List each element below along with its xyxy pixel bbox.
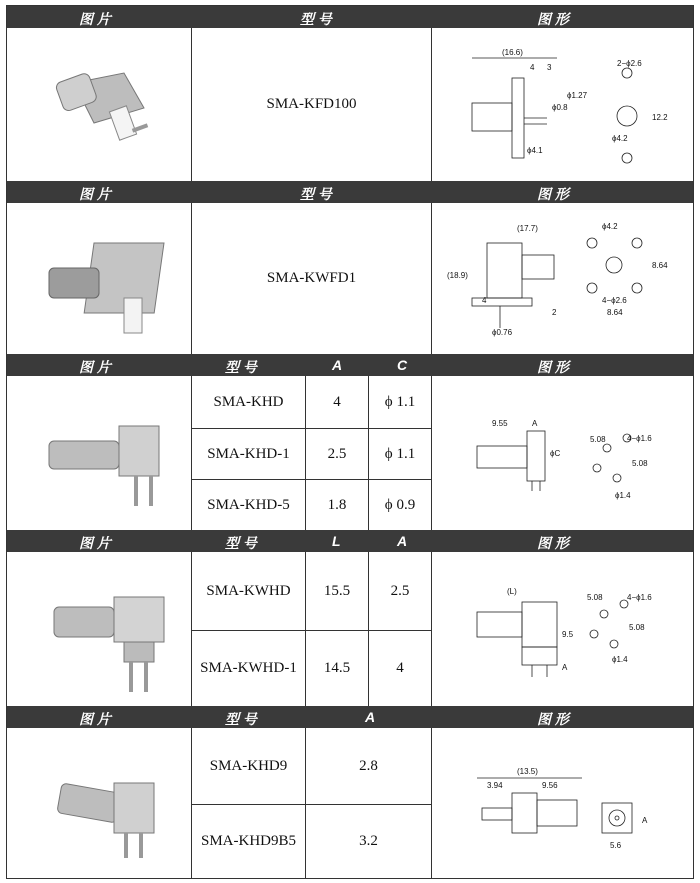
header-c: C: [397, 357, 408, 373]
a-cell: 1.8: [327, 496, 347, 513]
dim-a: A: [532, 419, 538, 428]
model-cell: SMA-KHD9: [209, 757, 288, 774]
dim-width: (17.7): [517, 224, 538, 233]
c-cell: ϕ 0.9: [384, 496, 416, 513]
a-cell: 2.5: [390, 582, 410, 599]
connector-photo: [9, 203, 189, 354]
dim-s2: 8.64: [607, 308, 623, 317]
section-5: [7, 728, 693, 878]
dim-l: (L): [507, 587, 517, 596]
header-row-4: [7, 530, 693, 552]
dim-p1: 5.08: [587, 593, 603, 602]
spec-table: [6, 5, 694, 879]
header-model: 型 号: [225, 359, 257, 375]
model-cell: SMA-KHD: [213, 393, 284, 410]
section-4: [7, 552, 693, 706]
dim-s1: 8.64: [652, 261, 668, 270]
header-picture: 图 片: [79, 11, 111, 27]
section-2: [7, 203, 693, 354]
dim-a: 4: [530, 63, 535, 72]
connector-photo: [9, 552, 189, 706]
model-cell: SMA-KFD100: [266, 96, 357, 112]
header-model: 型 号: [225, 535, 257, 551]
header-picture: 图 片: [79, 711, 111, 727]
dim-height: 12.2: [652, 113, 668, 122]
header-model: 型 号: [300, 11, 332, 27]
dim-p2: 5.08: [632, 459, 648, 468]
dim-holes: 4−ϕ2.6: [602, 296, 627, 305]
model-cell: SMA-KWHD: [206, 582, 291, 599]
dim-a: 3.94: [487, 781, 503, 790]
header-l: L: [332, 533, 341, 549]
a-cell: 4: [333, 393, 341, 410]
header-drawing: 图 形: [537, 535, 569, 551]
header-picture: 图 片: [79, 186, 111, 202]
header-drawing: 图 形: [537, 11, 569, 27]
dim-a: A: [562, 663, 568, 672]
dimension-drawing: [432, 552, 694, 706]
a-cell: 2.5: [327, 445, 347, 462]
header-row-1: [7, 6, 693, 28]
dim-d1: ϕ0.76: [492, 328, 513, 337]
dim-d: ϕ1.4: [615, 491, 631, 500]
dimension-drawing: [432, 28, 694, 181]
model-cell: SMA-KHD9B5: [200, 833, 296, 849]
dimension-drawing: [432, 203, 694, 354]
a-cell: 2.8: [359, 757, 378, 774]
dim-a: 4: [482, 296, 487, 305]
connector-photo: [9, 28, 189, 181]
model-cell: SMA-KHD-5: [207, 496, 290, 513]
model-cell: SMA-KWHD-1: [200, 660, 297, 676]
connector-photo: [9, 376, 189, 530]
connector-photo: [9, 728, 189, 878]
l-cell: 15.5: [323, 582, 351, 599]
a-cell: 3.2: [359, 833, 378, 849]
dim-p1: 5.08: [590, 435, 606, 444]
dim-d4: ϕ4.2: [612, 134, 628, 143]
header-drawing: 图 形: [537, 359, 569, 375]
header-model: 型 号: [225, 711, 257, 727]
header-a: A: [365, 709, 376, 725]
dim-b: 3: [547, 63, 552, 72]
dim-b: 9.56: [542, 781, 558, 790]
dim-holes: 4−ϕ1.6: [627, 434, 652, 443]
dim-holes: 2−ϕ2.6: [617, 59, 642, 68]
dim-b: 2: [552, 308, 557, 317]
dim-height: (18.9): [447, 271, 468, 280]
dim-d: ϕ1.4: [612, 655, 628, 664]
header-row-5: [7, 706, 693, 728]
l-cell: 14.5: [323, 660, 351, 676]
dim-width: (13.5): [517, 767, 538, 776]
dim-d2: ϕ1.27: [567, 91, 588, 100]
dim-width: (16.6): [502, 48, 523, 57]
dimension-drawing: [432, 728, 694, 878]
c-cell: ϕ 1.1: [384, 445, 416, 462]
dim-c: ϕC: [550, 449, 561, 458]
dimension-drawing: [432, 376, 694, 530]
dim-d1: ϕ0.8: [552, 103, 568, 112]
section-3: [7, 376, 693, 530]
header-a: A: [332, 357, 343, 373]
header-picture: 图 片: [79, 535, 111, 551]
header-picture: 图 片: [79, 359, 111, 375]
dim-width: 9.55: [492, 419, 508, 428]
c-cell: ϕ 1.1: [384, 393, 416, 410]
dim-holes: 4−ϕ1.6: [627, 593, 652, 602]
header-row-2: [7, 181, 693, 203]
header-a: A: [397, 533, 408, 549]
a-cell: 4: [396, 660, 404, 676]
header-row-3: [7, 354, 693, 376]
dim-d3: ϕ4.1: [527, 146, 543, 155]
dim-s: 5.6: [610, 841, 622, 850]
dim-d2: ϕ4.2: [602, 222, 618, 231]
model-cell: SMA-KHD-1: [207, 445, 290, 462]
model-cell: SMA-KWFD1: [266, 270, 357, 286]
header-drawing: 图 形: [537, 186, 569, 202]
header-drawing: 图 形: [537, 711, 569, 727]
dim-h: 9.5: [562, 630, 574, 639]
section-1: [7, 28, 693, 181]
dim-c: A: [642, 816, 648, 825]
dim-p2: 5.08: [629, 623, 645, 632]
header-model: 型 号: [300, 186, 332, 202]
